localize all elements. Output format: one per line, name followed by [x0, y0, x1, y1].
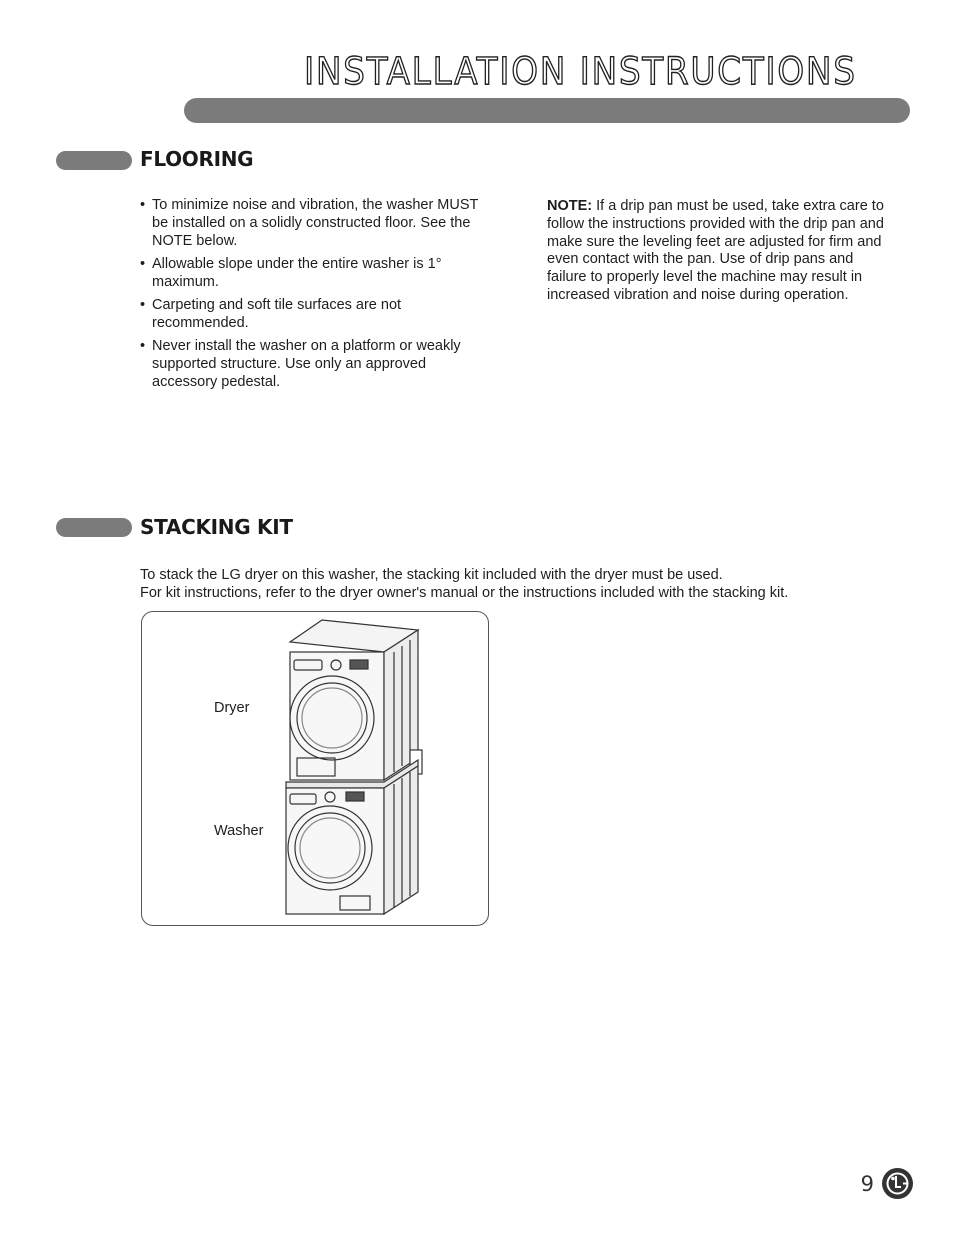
flooring-bullet-list — [140, 197, 495, 397]
stacking-line-2: For kit instructions, refer to the dryer owner's manual or the instructions included with the stacking kit. — [140, 584, 789, 601]
note-text: If a drip pan must be used, take extra care to follow the instructions provided with the drip pan and make sure the leveling feet are adjusted for firm and even contact with the pan. Use of drip pans and failure to properly level the machine may result in increased vibration and noise during operation. — [547, 198, 884, 303]
stacking-line-1: To stack the LG dryer on this washer, the stacking kit included with the dryer must be used. — [140, 567, 723, 583]
note-label: NOTE: — [547, 198, 593, 214]
flooring-bullet: • To minimize noise and vibration, the washer MUST be installed on a solidly constructed floor. See the NOTE below. — [140, 197, 495, 250]
stacked-washer-dryer-illustration — [142, 612, 490, 927]
flooring-section-pill — [56, 151, 132, 170]
flooring-bullet: • Allowable slope under the entire washer is 1° maximum. — [140, 256, 495, 292]
title-bar — [184, 98, 910, 123]
flooring-note — [547, 198, 892, 305]
flooring-heading: FLOORING — [140, 147, 254, 171]
dryer-label: Dryer — [214, 700, 250, 716]
stacking-heading: STACKING KIT — [140, 515, 293, 539]
page-title: INSTALLATION INSTRUCTIONS — [304, 50, 857, 93]
flooring-bullet: • Never install the washer on a platform or weakly supported structure. Use only an approved accessory pedestal. — [140, 338, 495, 391]
lg-logo-icon — [881, 1167, 914, 1200]
page-number: 9 — [860, 1172, 874, 1196]
washer-label: Washer — [214, 823, 264, 839]
stacking-description — [140, 567, 920, 603]
flooring-bullet: • Carpeting and soft tile surfaces are not recommended. — [140, 297, 495, 333]
stacking-section-pill — [56, 518, 132, 537]
stacking-figure — [141, 611, 489, 926]
